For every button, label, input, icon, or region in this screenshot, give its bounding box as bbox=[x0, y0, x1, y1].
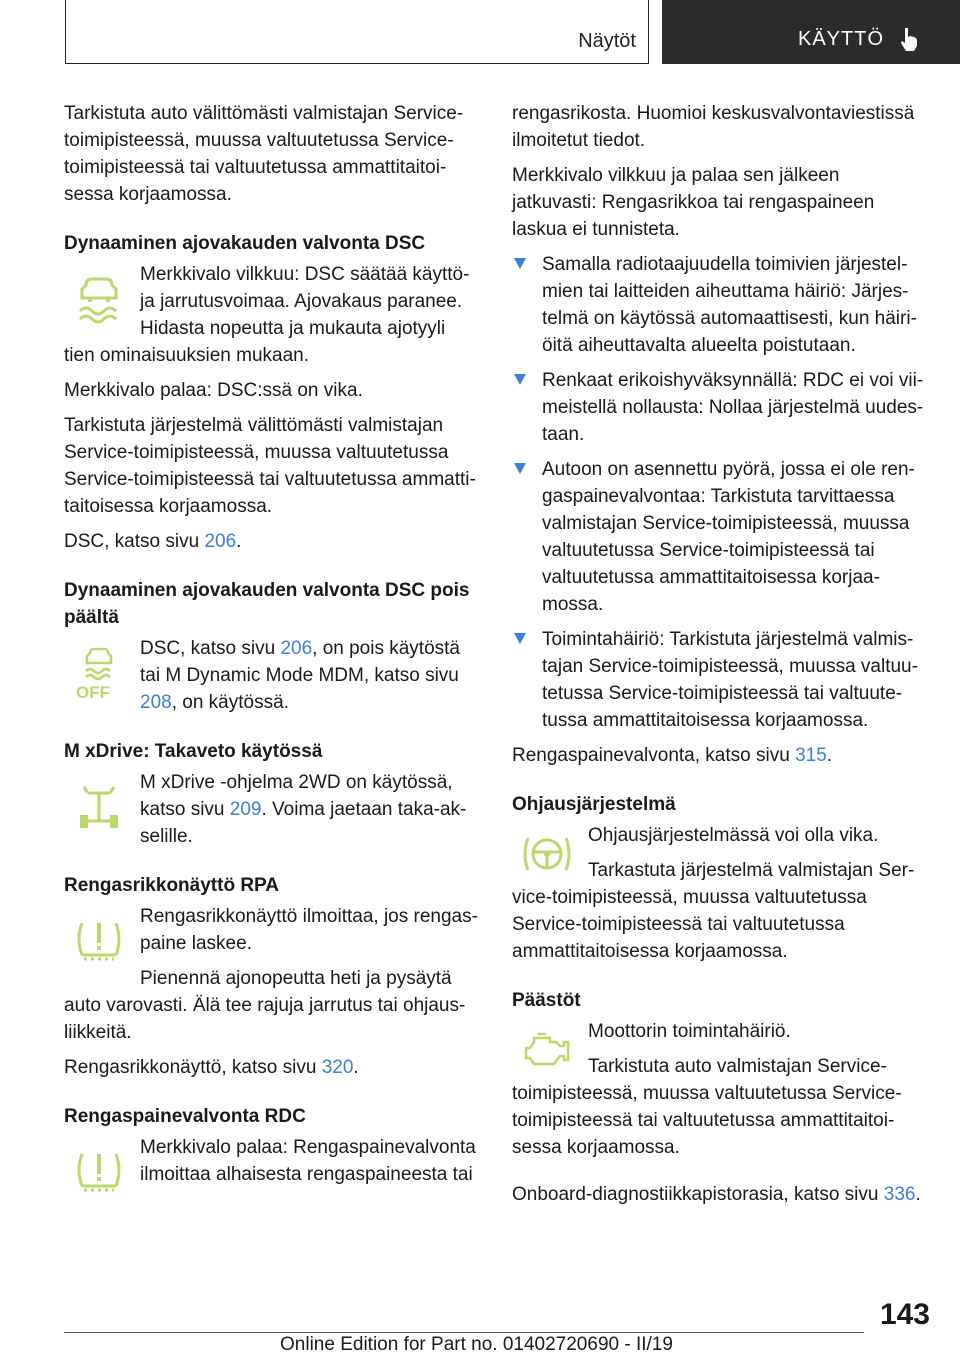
rpa-heading: Rengasrikkonäyttö RPA bbox=[64, 875, 280, 896]
obd-ref-end: . bbox=[915, 1184, 921, 1205]
triangle-bullet-icon bbox=[514, 463, 526, 474]
pointing-hand-icon bbox=[898, 26, 920, 52]
dsc-off-text-a: DSC, katso sivu bbox=[140, 638, 281, 659]
dsc-off-text-b: , on pois käytöstä tai M Dynamic Mode MDM, katso sivu bbox=[140, 638, 461, 686]
rdc-page-link[interactable]: 315 bbox=[795, 745, 827, 766]
dsc-ref-end: . bbox=[236, 531, 242, 552]
steering-fault-icon bbox=[520, 832, 574, 878]
list-item bbox=[512, 626, 926, 734]
triangle-bullet-icon bbox=[514, 374, 526, 385]
rdc-text-1: Merkkivalo palaa: Rengaspainevalvonta ilmoittaa alhaisesta rengaspaineesta tai bbox=[140, 1137, 476, 1185]
steering-heading: Ohjausjärjestelmä bbox=[512, 794, 676, 815]
rdc-continued: rengasrikosta. Huomioi keskusvalvontaviestissä ilmoitetut tiedot. bbox=[512, 103, 915, 151]
dsc-off-page-link-2[interactable]: 208 bbox=[140, 692, 172, 713]
dsc-reference bbox=[64, 528, 478, 555]
xdrive-text-a: M xDrive -ohjelma 2WD on käytössä, katso sivu bbox=[140, 772, 453, 820]
dsc-text-2: Merkkivalo palaa: DSC:ssä on vika. bbox=[64, 380, 363, 401]
rdc-ref-text: Rengaspainevalvonta, katso sivu bbox=[512, 745, 796, 766]
obd-ref-text: Onboard-diagnostiikkapistorasia, katso sivu bbox=[512, 1184, 884, 1205]
dsc-warning-icon bbox=[72, 271, 126, 329]
rdc-heading: Rengaspainevalvonta RDC bbox=[64, 1106, 306, 1127]
footer-divider bbox=[64, 1332, 864, 1333]
bullet-text: Samalla radiotaajuudella toimivien järjestelmien tai laitteiden aiheuttama häiriö: Järjestelmä on käytössä automaattisesti, kun häiriöitä aiheuttavalta alueelta poistutaan. bbox=[542, 254, 917, 356]
dsc-heading: Dynaaminen ajovakauden valvonta DSC bbox=[64, 233, 426, 254]
dsc-text-1: Merkkivalo vilkkuu: DSC säätää käyttö- ja jarrutusvoimaa. Ajovakaus paranee. Hidasta nopeutta ja mukauta ajotyyli tien ominaisuuksien mukaan. bbox=[64, 264, 470, 366]
rpa-reference bbox=[64, 1054, 478, 1081]
xdrive-page-link[interactable]: 209 bbox=[229, 799, 262, 820]
dsc-off-heading: Dynaaminen ajovakauden valvonta DSC pois päältä bbox=[64, 580, 470, 628]
obd-page-link[interactable]: 336 bbox=[883, 1184, 916, 1205]
rpa-page-link[interactable]: 320 bbox=[321, 1057, 354, 1078]
svg-text:OFF: OFF bbox=[76, 683, 110, 702]
xdrive-heading: M xDrive: Takaveto käytössä bbox=[64, 741, 323, 762]
rdc-blink-text: Merkkivalo vilkkuu ja palaa sen jälkeen jatkuvasti: Rengasrikkoa tai rengaspaineen laskua ei tunnisteta. bbox=[512, 165, 875, 240]
steering-text-2: Tarkastuta järjestelmä valmistajan Service-toimipisteessä, muussa valtuutetussa Service-toimipisteessä tai valtuutetussa ammattitaitoisessa korjaamossa. bbox=[512, 860, 915, 962]
section-label: Näytöt bbox=[578, 30, 636, 52]
list-item bbox=[512, 251, 926, 359]
emissions-text-2: Tarkistuta auto valmistajan Service-toimipisteessä, muussa valtuutetussa Service-toimipisteessä tai valtuutetussa ammattitaitoisessa korjaamossa. bbox=[512, 1056, 902, 1158]
tire-pressure-warning-icon bbox=[72, 913, 126, 971]
dsc-off-text bbox=[64, 635, 478, 716]
rdc-ref-end: . bbox=[826, 745, 833, 766]
rdc-reference bbox=[512, 742, 926, 769]
dsc-off-icon bbox=[72, 645, 126, 703]
bullet-text: Autoon on asennettu pyörä, jossa ei ole rengaspainevalvontaa: Tarkistuta tarvittaessa valmistajan Service-toimipisteessä, muussa valtuutetussa Service-toimipisteessä tai valtuutetussa ammattitaitoisessa korjaamossa. bbox=[542, 459, 915, 615]
intro-paragraph: Tarkistuta auto välittömästi valmistajan Service-toimipisteessä, muussa valtuutetussa Service-toimipisteessä tai valtuutetussa ammattitaitoisessa korjaamossa. bbox=[64, 103, 464, 205]
triangle-bullet-icon bbox=[514, 633, 526, 644]
header-chapter-tab bbox=[662, 0, 960, 64]
rpa-text-1: Rengasrikkonäyttö ilmoittaa, jos rengaspaine laskee. bbox=[140, 906, 478, 954]
obd-reference bbox=[512, 1181, 926, 1208]
emissions-text-1: Moottorin toimintahäiriö. bbox=[588, 1021, 791, 1042]
dsc-page-link[interactable]: 206 bbox=[204, 531, 237, 552]
left-column bbox=[64, 100, 478, 1206]
dsc-off-text-c: , on käytössä. bbox=[171, 692, 289, 713]
chapter-label: KÄYTTÖ bbox=[797, 27, 884, 50]
header-section-tab bbox=[65, 0, 649, 64]
dsc-text-3: Tarkistuta järjestelmä välittömästi valmistajan Service-toimipisteessä, muussa valtuutetussa Service-toimipisteessä tai valtuutetussa ammattitaitoisessa korjaamossa. bbox=[64, 415, 476, 517]
check-engine-icon bbox=[520, 1028, 574, 1074]
list-item bbox=[512, 367, 926, 448]
bullet-text: Toimintahäiriö: Tarkistuta järjestelmä valmistajan Service-toimipisteessä, muussa valtuutetussa Service-toimipisteessä tai valtuutetussa ammattitaitoisessa korjaamossa. bbox=[542, 629, 918, 731]
dsc-ref-text: DSC, katso sivu bbox=[64, 531, 205, 552]
steering-text-1: Ohjausjärjestelmässä voi olla vika. bbox=[588, 825, 879, 846]
emissions-heading: Päästöt bbox=[512, 990, 581, 1011]
rpa-ref-end: . bbox=[353, 1057, 359, 1078]
rdc-bullet-list bbox=[512, 251, 926, 734]
edition-footer: Online Edition for Part no. 01402720690 - II/19 bbox=[280, 1334, 673, 1355]
rpa-ref-text: Rengasrikkonäyttö, katso sivu bbox=[64, 1057, 322, 1078]
rear-wheel-drive-icon bbox=[72, 779, 126, 837]
dsc-off-page-link-1[interactable]: 206 bbox=[280, 638, 313, 659]
right-column bbox=[512, 100, 926, 1216]
xdrive-text bbox=[64, 769, 478, 850]
xdrive-text-b: . Voima jaetaan taka-akselille. bbox=[140, 799, 467, 847]
triangle-bullet-icon bbox=[514, 258, 526, 269]
rpa-text-2: Pienennä ajonopeutta heti ja pysäytä auto varovasti. Älä tee rajuja jarrutus tai ohjausliikkeitä. bbox=[64, 968, 466, 1043]
bullet-text: Renkaat erikoishyväksynnällä: RDC ei voi viimeistellä nollausta: Nollaa järjestelmä uudestaan. bbox=[542, 370, 924, 445]
list-item bbox=[512, 456, 926, 618]
tire-pressure-monitor-icon bbox=[72, 1144, 126, 1202]
page-number: 143 bbox=[879, 1298, 930, 1331]
